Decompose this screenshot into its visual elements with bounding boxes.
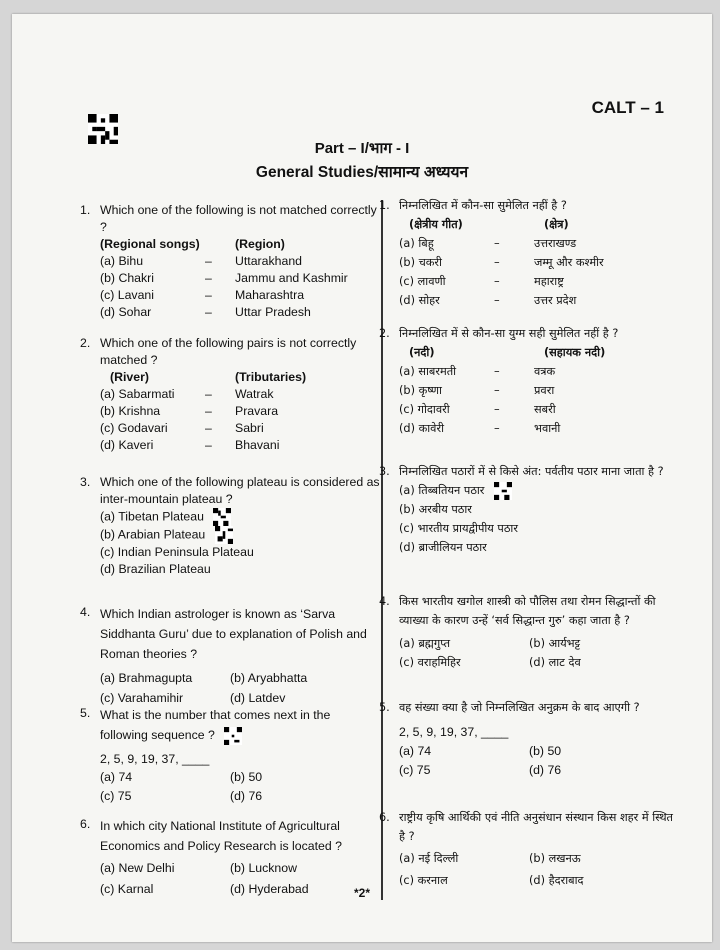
option-c: (c) Varahamihir (100, 691, 184, 705)
column-heading: (क्षेत्र) (544, 218, 569, 231)
option-b: (b) 50 (230, 770, 263, 784)
qr-code-icon (494, 482, 512, 500)
option-d: (d) Latdev (230, 691, 286, 705)
option-d: (d) Hyderabad (230, 882, 309, 896)
option-c: (c) Indian Peninsula Plateau (100, 545, 254, 559)
option-c: (c) भारतीय प्रायद्वीपीय पठार (399, 522, 518, 535)
match-row: (d) Kaveri – Bhavani (100, 438, 280, 452)
option-c: (c) करनाल (399, 874, 448, 887)
column-heading: (सहायक नदी) (544, 346, 606, 359)
question-text: राष्ट्रीय कृषि आर्थिकी एवं नीति अनुसंधान संस्थान किस शहर में स्थित है ? (399, 811, 673, 843)
question-number: 2. (80, 336, 91, 350)
option-a: (a) New Delhi (100, 861, 175, 875)
question-number: 1. (80, 203, 91, 217)
question-3 (80, 474, 380, 578)
question-number: 5. (80, 706, 91, 720)
option-b: (b) Arabian Plateau (100, 526, 380, 544)
match-row: (a) साबरमती – वत्रक (399, 365, 556, 378)
option-b: (b) Aryabhatta (230, 671, 308, 685)
option-b: (b) अरबीय पठार (399, 503, 472, 516)
match-row: (b) कृष्णा – प्रवरा (399, 384, 555, 397)
qr-code-icon (213, 508, 231, 526)
number-sequence: 2, 5, 9, 19, 37, ____ (100, 752, 210, 766)
option-c: (c) 75 (399, 763, 431, 777)
question-1 (80, 202, 380, 321)
question-3-hindi (379, 462, 679, 557)
match-row: (b) Chakri – Jammu and Kashmir (100, 271, 348, 285)
exam-page (12, 14, 712, 942)
question-5 (80, 705, 380, 806)
option-d: (d) 76 (529, 763, 562, 777)
option-c: (c) वराहमिहिर (399, 656, 461, 669)
option-d: (d) लाट देव (529, 656, 581, 669)
qr-code-icon (215, 526, 233, 544)
question-text: Which one of the following pairs is not correctly matched ? (100, 336, 357, 367)
match-row: (d) सोहर – उत्तर प्रदेश (399, 294, 577, 307)
option-a: (a) 74 (399, 744, 432, 758)
question-text: Which Indian astrologer is known as ‘Sarva Siddhanta Guru’ due to explanation of Polish and Roman theories ? (100, 607, 367, 661)
column-heading: (Regional songs) (100, 237, 200, 251)
match-row: (a) Bihu – Uttarakhand (100, 254, 302, 268)
question-number: 3. (379, 465, 390, 478)
question-text: निम्नलिखित पठारों में से किसे अंत: पर्वतीय पठार माना जाता है ? (399, 465, 664, 478)
match-row: (c) लावणी – महाराष्ट्र (399, 275, 564, 288)
question-text: Which one of the following is not matched correctly ? (100, 203, 377, 234)
column-heading: (Tributaries) (235, 370, 307, 384)
match-row: (c) Lavani – Maharashtra (100, 288, 305, 302)
question-text: निम्नलिखित में कौन-सा सुमेलित नहीं है ? (399, 199, 567, 212)
number-sequence: 2, 5, 9, 19, 37, ____ (399, 725, 509, 739)
question-number: 2. (379, 327, 390, 340)
question-number: 6. (80, 817, 91, 831)
question-text: In which city National Institute of Agricultural Economics and Policy Research is located ? (100, 819, 342, 853)
option-a: (a) Brahmagupta (100, 671, 193, 685)
option-a: (a) नई दिल्ली (399, 852, 459, 865)
question-text: What is the number that comes next in the following sequence ? (100, 705, 380, 745)
question-2-hindi (379, 324, 679, 438)
paper-code: CALT – 1 (591, 98, 664, 117)
option-c: (c) Karnal (100, 882, 154, 896)
question-2 (80, 335, 380, 454)
question-4-hindi (379, 592, 679, 672)
column-heading: (क्षेत्रीय गीत) (409, 218, 463, 231)
question-number: 4. (379, 595, 390, 608)
option-a: (a) Tibetan Plateau (100, 508, 380, 526)
question-number: 6. (379, 811, 390, 824)
match-row: (c) Godavari – Sabri (100, 421, 264, 435)
match-row: (d) Sohar – Uttar Pradesh (100, 305, 311, 319)
question-text: वह संख्या क्या है जो निम्नलिखित अनुक्रम के बाद आएगी ? (399, 701, 640, 714)
question-number: 3. (80, 475, 91, 489)
option-b: (b) आर्यभट्ट (529, 637, 581, 650)
qr-code-icon (224, 727, 242, 745)
match-row: (b) Krishna – Pravara (100, 404, 279, 418)
question-5-hindi (379, 698, 679, 780)
match-row: (c) गोदावरी – सबरी (399, 403, 556, 416)
question-text: निम्नलिखित में से कौन-सा युग्म सही सुमेलित नहीं है ? (399, 327, 619, 340)
question-number: 5. (379, 701, 390, 714)
option-b: (b) लखनऊ (529, 852, 581, 865)
column-heading: (नदी) (409, 346, 435, 359)
column-heading: (River) (110, 370, 149, 384)
question-number: 1. (379, 199, 390, 212)
question-text: Which one of the following plateau is considered as inter-mountain plateau ? (100, 475, 380, 506)
question-text: किस भारतीय खगोल शास्त्री को पौलिस तथा रोमन सिद्धान्तों की व्याख्या के कारण उन्हें ‘सर्व सिद्धान्त गुरु’ कहा जाता है ? (399, 595, 656, 627)
option-b: (b) Lucknow (230, 861, 297, 875)
column-divider (381, 200, 383, 900)
match-row: (a) Sabarmati – Watrak (100, 387, 274, 401)
match-row: (b) चकरी – जम्मू और कश्मीर (399, 256, 604, 269)
column-heading: (Region) (235, 237, 285, 251)
option-d: (d) 76 (230, 789, 263, 803)
option-a: (a) तिब्बतियन पठार (399, 481, 679, 500)
option-a: (a) ब्रह्मगुप्त (399, 637, 451, 650)
option-d: (d) Brazilian Plateau (100, 562, 211, 576)
part-heading: Part – I/भाग - I (314, 140, 410, 157)
question-4 (80, 604, 380, 708)
match-row: (d) कावेरी – भवानी (399, 422, 561, 435)
page-number: *2* (353, 886, 370, 900)
option-b: (b) 50 (529, 744, 562, 758)
question-1-hindi (379, 196, 679, 310)
question-6-hindi (379, 808, 679, 892)
option-c: (c) 75 (100, 789, 132, 803)
option-d: (d) हैदराबाद (529, 874, 584, 887)
option-d: (d) ब्राजीलियन पठार (399, 541, 487, 554)
question-number: 4. (80, 605, 91, 619)
match-row: (a) बिहू – उत्तराखण्ड (399, 237, 577, 250)
option-a: (a) 74 (100, 770, 133, 784)
section-heading: General Studies/सामान्य अध्ययन (255, 164, 469, 181)
